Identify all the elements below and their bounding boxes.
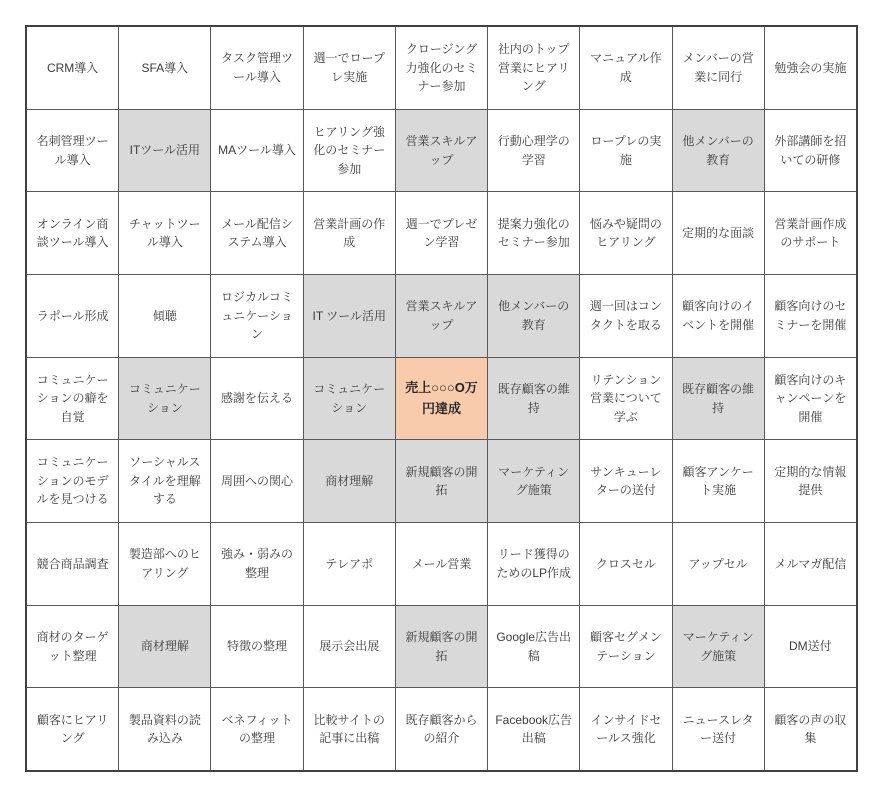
grid-cell: タスク管理ツール導入	[211, 27, 303, 109]
theme-cell-sales-skill: 営業スキルアップ	[396, 275, 488, 357]
grid-row	[27, 275, 856, 358]
theme-cell-new-customers: 新規顧客の開拓	[396, 606, 488, 688]
grid-cell: 顧客向けのキャンペーンを開催	[765, 358, 856, 440]
grid-cell: ヒアリング強化のセミナー参加	[304, 110, 396, 192]
grid-cell: 外部講師を招いての研修	[765, 110, 856, 192]
grid-cell: 特徴の整理	[211, 606, 303, 688]
grid-cell: 悩みや疑問のヒアリング	[580, 192, 672, 274]
grid-cell: 展示会出展	[304, 606, 396, 688]
grid-cell: チャットツール導入	[119, 192, 211, 274]
theme-cell-communication: コミュニケーション	[304, 358, 396, 440]
grid-cell: 製造部へのヒアリング	[119, 523, 211, 605]
grid-cell: 週一でプレゼン学習	[396, 192, 488, 274]
theme-cell-it-tools: ITツール活用	[119, 110, 211, 192]
theme-cell-product-understanding: 商材理解	[304, 440, 396, 522]
theme-cell-member-education: 他メンバーの教育	[673, 110, 765, 192]
grid-cell: 定期的な面談	[673, 192, 765, 274]
grid-cell: 顧客向けのイベントを開催	[673, 275, 765, 357]
mandala-chart-grid	[25, 25, 858, 772]
grid-cell: メルマガ配信	[765, 523, 856, 605]
grid-row	[27, 192, 856, 275]
theme-cell-communication: コミュニケーション	[119, 358, 211, 440]
theme-cell-marketing: マーケティング施策	[488, 440, 580, 522]
grid-cell: テレアポ	[304, 523, 396, 605]
grid-row	[27, 606, 856, 689]
theme-cell-it-tools: IT ツール活用	[304, 275, 396, 357]
theme-cell-sales-skill: 営業スキルアップ	[396, 110, 488, 192]
grid-cell: 定期的な情報提供	[765, 440, 856, 522]
grid-cell: ベネフィットの整理	[211, 688, 303, 770]
grid-cell: ロジカルコミュニケーション	[211, 275, 303, 357]
theme-cell-new-customers: 新規顧客の開拓	[396, 440, 488, 522]
grid-cell: 顧客の声の収集	[765, 688, 856, 770]
theme-cell-member-education: 他メンバーの教育	[488, 275, 580, 357]
grid-cell: 既存顧客からの紹介	[396, 688, 488, 770]
grid-cell: ラポール形成	[27, 275, 119, 357]
grid-cell: 週一でロープレ実施	[304, 27, 396, 109]
grid-cell: 勉強会の実施	[765, 27, 856, 109]
grid-cell: メール営業	[396, 523, 488, 605]
grid-cell: CRM導入	[27, 27, 119, 109]
grid-row	[27, 27, 856, 110]
grid-cell: メンバーの営業に同行	[673, 27, 765, 109]
grid-cell: 感謝を伝える	[211, 358, 303, 440]
grid-cell: クロスセル	[580, 523, 672, 605]
grid-cell: コミュニケーションのモデルを見つける	[27, 440, 119, 522]
grid-row	[27, 110, 856, 193]
grid-cell: 提案力強化のセミナー参加	[488, 192, 580, 274]
grid-row	[27, 523, 856, 606]
grid-cell: 顧客アンケート実施	[673, 440, 765, 522]
grid-cell: クロージング力強化のセミナー参加	[396, 27, 488, 109]
grid-cell: 競合商品調査	[27, 523, 119, 605]
grid-cell: インサイドセールス強化	[580, 688, 672, 770]
grid-cell: アップセル	[673, 523, 765, 605]
grid-cell: SFA導入	[119, 27, 211, 109]
grid-cell: 製品資料の読み込み	[119, 688, 211, 770]
grid-cell: 営業計画の作成	[304, 192, 396, 274]
grid-cell: 商材のターゲット整理	[27, 606, 119, 688]
grid-row	[27, 440, 856, 523]
grid-cell: 顧客向けのセミナーを開催	[765, 275, 856, 357]
goal-cell: 売上○○○O万円達成	[396, 358, 488, 440]
grid-cell: Google広告出稿	[488, 606, 580, 688]
grid-cell: サンキューレターの送付	[580, 440, 672, 522]
grid-cell: 顧客にヒアリング	[27, 688, 119, 770]
grid-cell: 強み・弱みの整理	[211, 523, 303, 605]
grid-cell: コミュニケーションの癖を自覚	[27, 358, 119, 440]
grid-cell: 社内のトップ営業にヒアリング	[488, 27, 580, 109]
grid-cell: マニュアル作成	[580, 27, 672, 109]
grid-cell: 営業計画作成のサポート	[765, 192, 856, 274]
theme-cell-product-understanding: 商材理解	[119, 606, 211, 688]
grid-cell: 行動心理学の学習	[488, 110, 580, 192]
grid-cell: Facebook広告出稿	[488, 688, 580, 770]
grid-cell: 周囲への関心	[211, 440, 303, 522]
grid-cell: ニュースレター送付	[673, 688, 765, 770]
grid-cell: ソーシャルスタイルを理解する	[119, 440, 211, 522]
grid-cell: 比較サイトの記事に出稿	[304, 688, 396, 770]
grid-cell: 週一回はコンタクトを取る	[580, 275, 672, 357]
theme-cell-retain-customers: 既存顧客の維持	[488, 358, 580, 440]
theme-cell-marketing: マーケティング施策	[673, 606, 765, 688]
grid-cell: DM送付	[765, 606, 856, 688]
grid-cell: オンライン商談ツール導入	[27, 192, 119, 274]
grid-row	[27, 358, 856, 441]
grid-cell: 顧客セグメンテーション	[580, 606, 672, 688]
theme-cell-retain-customers: 既存顧客の維持	[673, 358, 765, 440]
grid-cell: リード獲得のためのLP作成	[488, 523, 580, 605]
grid-cell: ロープレの実施	[580, 110, 672, 192]
grid-cell: 名刺管理ツール導入	[27, 110, 119, 192]
grid-cell: MAツール導入	[211, 110, 303, 192]
grid-cell: メール配信システム導入	[211, 192, 303, 274]
grid-row	[27, 688, 856, 770]
grid-cell: 傾聴	[119, 275, 211, 357]
grid-cell: リテンション営業について学ぶ	[580, 358, 672, 440]
